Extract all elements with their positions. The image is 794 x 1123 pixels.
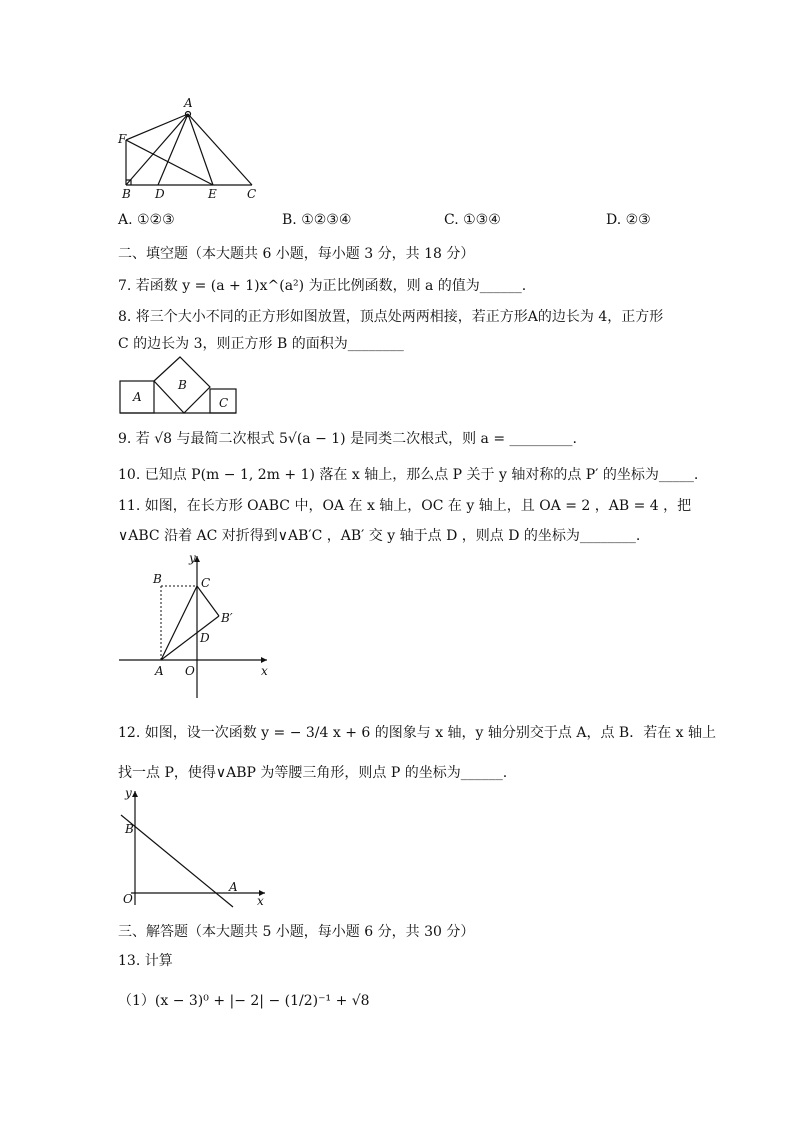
- label-a: A: [184, 96, 193, 110]
- option-c: C. ①③④: [444, 212, 501, 228]
- question-12-line-1: 12. 如图，设一次函数 y = − 3/4 x + 6 的图象与 x 轴，y 轴分别交于点 A，点 B．若在 x 轴上: [118, 725, 716, 741]
- segment-ac: [188, 114, 252, 185]
- linear-function-figure-q12: [115, 785, 275, 910]
- label-a: A: [155, 664, 164, 678]
- segment-ac: [161, 586, 197, 660]
- option-a: A. ①②③: [118, 212, 175, 228]
- question-8-line-1: 8. 将三个大小不同的正方形如图放置，顶点处两两相接，若正方形A的边长为 4，正方形: [118, 309, 664, 325]
- question-11-line-2: ∨ABC 沿着 AC 对折得到∨AB′C ，AB′ 交 y 轴于点 D ，则点 D 的坐标为________.: [118, 528, 641, 544]
- question-7: 7. 若函数 y = (a + 1)x^(a²) 为正比例函数，则 a 的值为______.: [118, 278, 527, 294]
- label-d: D: [155, 187, 165, 201]
- squares-figure-q8: [118, 355, 243, 417]
- question-12-line-2: 找一点 P，使得∨ABP 为等腰三角形，则点 P 的坐标为______.: [118, 765, 508, 781]
- rectangle-fold-figure-q11: [115, 550, 275, 700]
- label-o: O: [185, 664, 195, 678]
- question-13: 13. 计算: [118, 953, 173, 969]
- question-9: 9. 若 √8 与最简二次根式 5√(a − 1) 是同类二次根式，则 a = _________.: [118, 431, 577, 447]
- label-f: F: [118, 132, 127, 146]
- section-two-heading: 二、填空题（本大题共 6 小题，每小题 3 分，共 18 分）: [118, 246, 475, 262]
- label-o: O: [123, 892, 133, 906]
- segment-cb-prime: [197, 586, 219, 616]
- label-a: A: [229, 880, 238, 894]
- option-d: D. ②③: [606, 212, 651, 228]
- segment-ba: [126, 114, 188, 185]
- x-axis-arrow: [261, 657, 267, 663]
- label-b-prime: B′: [221, 611, 233, 625]
- label-b: B: [122, 187, 131, 201]
- label-x: x: [257, 894, 264, 908]
- label-c: C: [201, 576, 211, 590]
- question-11-line-1: 11. 如图，在长方形 OABC 中，OA 在 x 轴上，OC 在 y 轴上，且 OA = 2 ，AB = 4 ，把: [118, 498, 692, 514]
- option-b: B. ①②③④: [282, 212, 352, 228]
- label-c: C: [247, 187, 257, 201]
- question-10: 10. 已知点 P(m − 1, 2m + 1) 落在 x 轴上，那么点 P 关于 y 轴对称的点 P′ 的坐标为_____.: [118, 467, 699, 483]
- label-x: x: [261, 664, 268, 678]
- label-square-b: B: [178, 378, 187, 392]
- section-three-heading: 三、解答题（本大题共 5 小题，每小题 6 分，共 30 分）: [118, 924, 475, 940]
- label-y: y: [189, 551, 196, 565]
- segment-ab-prime: [161, 616, 219, 660]
- y-axis-arrow: [132, 791, 138, 797]
- label-y: y: [125, 786, 132, 800]
- label-square-a: A: [133, 390, 142, 404]
- label-b: B: [125, 822, 134, 836]
- label-square-c: C: [219, 396, 229, 410]
- label-d: D: [200, 631, 210, 645]
- label-b: B: [153, 572, 162, 586]
- question-13-part-1: （1）(x − 3)⁰ + |− 2| − (1/2)⁻¹ + √8: [118, 993, 370, 1009]
- label-e: E: [208, 187, 217, 201]
- question-8-line-2: C 的边长为 3，则正方形 B 的面积为________: [118, 336, 404, 352]
- triangle-figure-q6: [110, 92, 270, 202]
